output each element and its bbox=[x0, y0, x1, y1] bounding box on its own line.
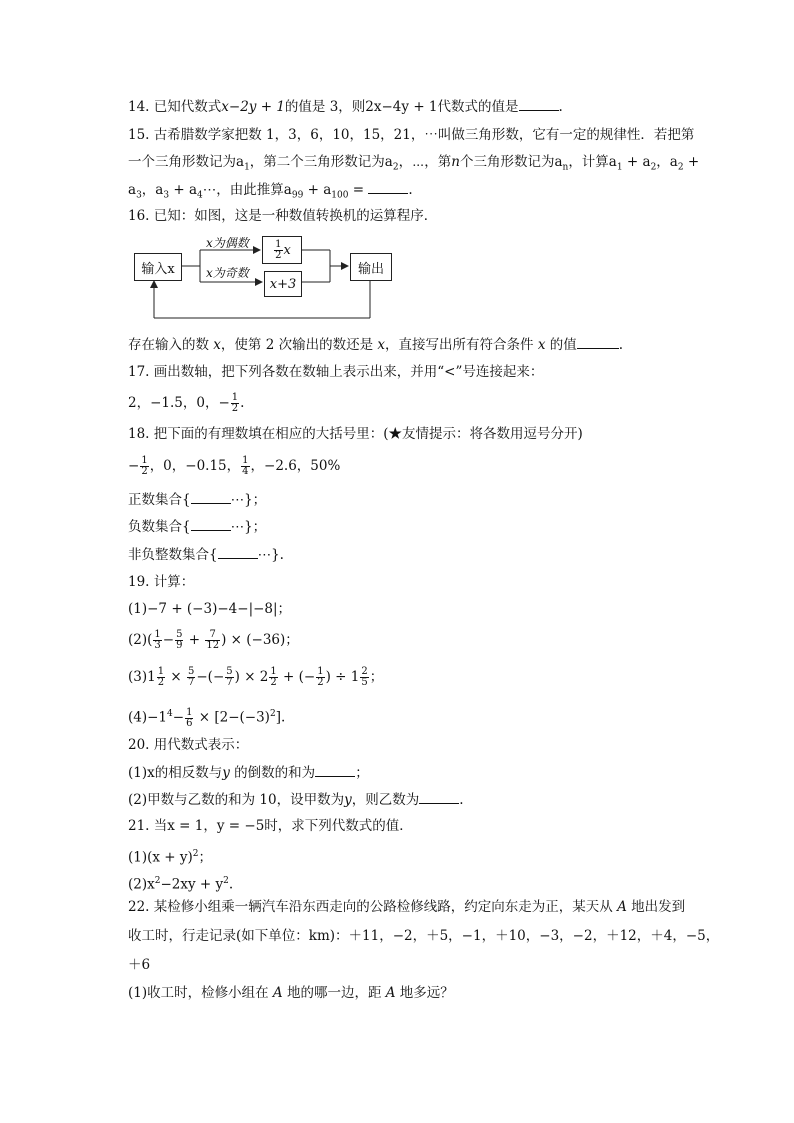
subscript: 1 bbox=[616, 162, 623, 173]
answer-blank[interactable] bbox=[191, 516, 231, 531]
text: ⋯，由此推算a bbox=[202, 182, 292, 198]
text: ，使第 2 次输出的数还是 bbox=[220, 337, 378, 353]
text: 负数集合{ bbox=[128, 519, 191, 535]
variable: A bbox=[385, 985, 396, 1001]
punctuation: . bbox=[408, 182, 413, 198]
text: + bbox=[184, 632, 205, 648]
q21-part-1 bbox=[128, 844, 212, 868]
text: = bbox=[348, 182, 365, 198]
flow-diagram bbox=[128, 236, 408, 326]
numerator: 2 bbox=[361, 666, 368, 677]
fraction bbox=[157, 667, 165, 688]
text: ，第二个三角形数记为a bbox=[249, 154, 393, 170]
text: (1)收工时，检修小组在 bbox=[128, 985, 273, 1001]
subscript: 2 bbox=[650, 162, 657, 173]
punctuation: . bbox=[459, 792, 464, 808]
box-label: x+3 bbox=[269, 276, 297, 292]
question-22-line-1 bbox=[128, 897, 685, 917]
variable: x bbox=[537, 337, 546, 353]
answer-blank[interactable] bbox=[368, 179, 408, 194]
text: ； bbox=[369, 669, 384, 685]
text: −2xy + y bbox=[160, 876, 224, 893]
variable: A bbox=[617, 899, 627, 915]
answer-blank[interactable] bbox=[519, 96, 559, 111]
question-17-numbers bbox=[128, 393, 244, 414]
text: + (− bbox=[278, 669, 316, 685]
box-label: 输入x bbox=[141, 261, 175, 277]
denominator: 2 bbox=[141, 466, 148, 477]
text: + a bbox=[622, 154, 651, 170]
numerator: 1 bbox=[317, 666, 324, 677]
text: ) × (−36)； bbox=[221, 632, 299, 648]
text: ，计算a bbox=[568, 154, 617, 170]
box-label: 输出 bbox=[357, 261, 384, 277]
question-14 bbox=[128, 96, 563, 117]
subscript: 2 bbox=[392, 162, 399, 173]
numerator: 5 bbox=[176, 629, 183, 640]
input-box bbox=[134, 253, 182, 281]
exponent: 4 bbox=[167, 709, 173, 719]
question-16-followup bbox=[128, 334, 623, 355]
denominator: 7 bbox=[188, 677, 195, 688]
exponent: 2 bbox=[223, 876, 229, 886]
q22-part-1 bbox=[128, 983, 454, 1003]
subscript: 1 bbox=[244, 162, 250, 173]
subscript: 3 bbox=[136, 190, 142, 201]
question-15-line-1: 15. 古希腊数学家把数 1，3，6，10，15，21，⋯叫做三角形数，它有一定的规律性．若把第 bbox=[128, 127, 695, 143]
numerator: 5 bbox=[226, 666, 233, 677]
question-19: 19. 计算： bbox=[128, 574, 195, 590]
fraction bbox=[231, 393, 239, 414]
q19-part-2 bbox=[128, 630, 299, 651]
question-17: 17. 画出数轴，把下列各数在数轴上表示出来，并用“<”号连接起来： bbox=[128, 364, 544, 380]
text: ]. bbox=[275, 709, 286, 726]
fraction bbox=[360, 667, 368, 688]
text: (2)x bbox=[128, 876, 155, 893]
numerator: 5 bbox=[188, 666, 195, 677]
variable: y bbox=[344, 792, 352, 808]
text: + bbox=[683, 154, 700, 170]
fraction bbox=[185, 708, 193, 729]
text: (2)( bbox=[128, 632, 153, 648]
text: 非负整数集合{ bbox=[128, 547, 218, 563]
question-21: 21. 当x = 1，y = −5时，求下列代数式的值． bbox=[128, 818, 413, 834]
answer-blank[interactable] bbox=[419, 789, 459, 804]
denominator: 2 bbox=[317, 677, 324, 688]
fraction bbox=[241, 456, 249, 477]
q19-part-3 bbox=[128, 667, 383, 688]
text: 存在输入的数 bbox=[128, 337, 214, 353]
positive-set bbox=[128, 489, 266, 510]
fraction bbox=[274, 240, 282, 261]
subscript: 100 bbox=[331, 190, 349, 201]
text: −(− bbox=[196, 669, 225, 685]
text: ，a bbox=[141, 182, 164, 198]
expression: 2x−4y + 1 bbox=[365, 99, 438, 115]
text: (1)x的相反数与 bbox=[128, 765, 223, 781]
text: 一个三角形数记为a bbox=[128, 154, 245, 170]
denominator: 5 bbox=[361, 677, 368, 688]
expression: x−2y + 1 bbox=[221, 99, 285, 115]
plus-three-box bbox=[264, 271, 302, 297]
denominator: 2 bbox=[275, 249, 282, 261]
answer-blank[interactable] bbox=[577, 334, 619, 349]
text: 地的哪一边，距 bbox=[282, 985, 386, 1001]
text: ，−2.6，50% bbox=[250, 458, 341, 474]
text: 地多远？ bbox=[395, 985, 454, 1001]
text: 的倒数的和为 bbox=[229, 765, 316, 781]
text: ⋯}； bbox=[230, 492, 267, 508]
punctuation: . bbox=[228, 876, 234, 893]
question-18: 18. 把下面的有理数填在相应的大括号里：(★友情提示：将各数用逗号分开) bbox=[128, 426, 583, 442]
text: 22. 某检修小组乘一辆汽车沿东西走向的公路检修线路，约定向东走为正，某天从 bbox=[128, 899, 618, 915]
text: 地出发到 bbox=[626, 899, 686, 915]
question-16: 16. 已知：如图，这是一种数值转换机的运算程序． bbox=[128, 208, 438, 224]
numerator: 1 bbox=[242, 455, 249, 466]
q20-part-1 bbox=[128, 762, 369, 783]
text: ，a bbox=[656, 154, 678, 170]
subscript: 4 bbox=[197, 190, 203, 201]
question-18-numbers bbox=[128, 456, 340, 477]
denominator: 4 bbox=[242, 466, 249, 477]
variable: x bbox=[377, 337, 386, 353]
text: 的值 bbox=[545, 337, 577, 353]
text: (4)−1 bbox=[128, 709, 168, 726]
exponent: 2 bbox=[269, 709, 276, 719]
question-number: 14. bbox=[128, 99, 150, 115]
text: + a bbox=[303, 182, 332, 198]
answer-blank[interactable] bbox=[191, 489, 231, 504]
subscript: 3 bbox=[163, 190, 170, 201]
fraction bbox=[153, 630, 161, 651]
punctuation: . bbox=[618, 337, 624, 353]
text: ⋯}. bbox=[257, 547, 284, 563]
text: (1)(x + y) bbox=[128, 849, 193, 866]
variable: y bbox=[222, 765, 230, 781]
question-22-line-3: ＋6 bbox=[128, 957, 151, 973]
question-text: 已知代数式 bbox=[153, 99, 222, 115]
denominator: 3 bbox=[154, 640, 161, 651]
text: ) ÷ 1 bbox=[325, 669, 360, 685]
text: ，直接写出所有符合条件 bbox=[385, 337, 538, 353]
denominator: 7 bbox=[226, 677, 233, 688]
fraction bbox=[140, 456, 148, 477]
subscript: 2 bbox=[677, 162, 684, 173]
fraction bbox=[316, 667, 324, 688]
text: − bbox=[162, 632, 175, 648]
q21-part-2 bbox=[128, 871, 233, 895]
text: × [2−(−3) bbox=[194, 709, 270, 726]
denominator: 2 bbox=[157, 677, 165, 688]
numerator: 1 bbox=[154, 629, 161, 640]
fraction bbox=[175, 630, 183, 651]
q19-part-1: (1)−7 + (−3)−4−|−8|； bbox=[128, 601, 292, 617]
numerator: 1 bbox=[231, 392, 239, 403]
variable: x bbox=[283, 242, 291, 258]
punctuation: . bbox=[558, 99, 563, 115]
text: + a bbox=[169, 182, 198, 198]
text: 正数集合{ bbox=[128, 492, 191, 508]
text: (3)1 bbox=[128, 669, 156, 685]
punctuation: . bbox=[240, 395, 245, 411]
variable: A bbox=[272, 985, 283, 1001]
text: (2)甲数与乙数的和为 10，设甲数为 bbox=[128, 792, 345, 808]
denominator: 12 bbox=[206, 640, 220, 651]
denominator: 2 bbox=[231, 403, 239, 414]
fraction bbox=[187, 667, 195, 688]
even-branch-label: x为偶数 bbox=[206, 236, 249, 250]
text: − bbox=[172, 709, 185, 726]
subscript: n bbox=[562, 162, 569, 173]
punctuation: ； bbox=[355, 765, 369, 781]
fraction bbox=[225, 667, 233, 688]
subscript: 99 bbox=[291, 190, 304, 201]
question-15-line-2 bbox=[128, 152, 699, 178]
nonnegative-integer-set bbox=[128, 544, 284, 565]
q19-part-4 bbox=[128, 704, 285, 729]
exponent: 2 bbox=[192, 849, 199, 859]
text: 2，−1.5，0，− bbox=[128, 395, 230, 411]
answer-blank[interactable] bbox=[218, 544, 258, 559]
question-15-line-3 bbox=[128, 179, 413, 206]
question-text: 的值是 3，则 bbox=[284, 99, 366, 115]
answer-blank[interactable] bbox=[315, 762, 355, 777]
question-20: 20. 用代数式表示： bbox=[128, 737, 249, 753]
text: a bbox=[128, 182, 137, 198]
negative-set bbox=[128, 516, 266, 537]
odd-branch-label: x为奇数 bbox=[206, 266, 249, 280]
text: − bbox=[128, 458, 140, 474]
numerator: 1 bbox=[141, 455, 148, 466]
output-box bbox=[350, 253, 392, 281]
variable: n bbox=[451, 154, 460, 170]
text: ⋯}； bbox=[230, 519, 267, 535]
fraction bbox=[205, 630, 220, 651]
text: × bbox=[166, 669, 186, 685]
denominator: 2 bbox=[270, 677, 277, 688]
q20-part-2 bbox=[128, 789, 464, 810]
text: 个三角形数记为a bbox=[459, 154, 563, 170]
variable: x bbox=[213, 337, 221, 353]
numerator: 1 bbox=[157, 666, 165, 677]
text: ，则乙数为 bbox=[351, 792, 420, 808]
denominator: 9 bbox=[176, 640, 183, 651]
question-22-line-2: 收工时，行走记录(如下单位：km)：＋11，−2，＋5，−1，＋10，−3，−2，＋12，＋4，−5， bbox=[128, 928, 720, 944]
numerator: 1 bbox=[270, 666, 277, 677]
text: ，⋯，第 bbox=[398, 154, 452, 170]
numerator: 1 bbox=[186, 706, 193, 718]
denominator: 6 bbox=[186, 717, 193, 729]
half-x-box bbox=[262, 236, 302, 264]
punctuation: ； bbox=[198, 849, 213, 866]
text: ，0，−0.15， bbox=[149, 458, 241, 474]
numerator: 7 bbox=[205, 630, 220, 641]
text: ) × 2 bbox=[234, 669, 269, 685]
exponent: 2 bbox=[154, 876, 161, 886]
numerator: 1 bbox=[275, 238, 282, 250]
question-text: 代数式的值是 bbox=[437, 99, 519, 115]
fraction bbox=[269, 667, 277, 688]
